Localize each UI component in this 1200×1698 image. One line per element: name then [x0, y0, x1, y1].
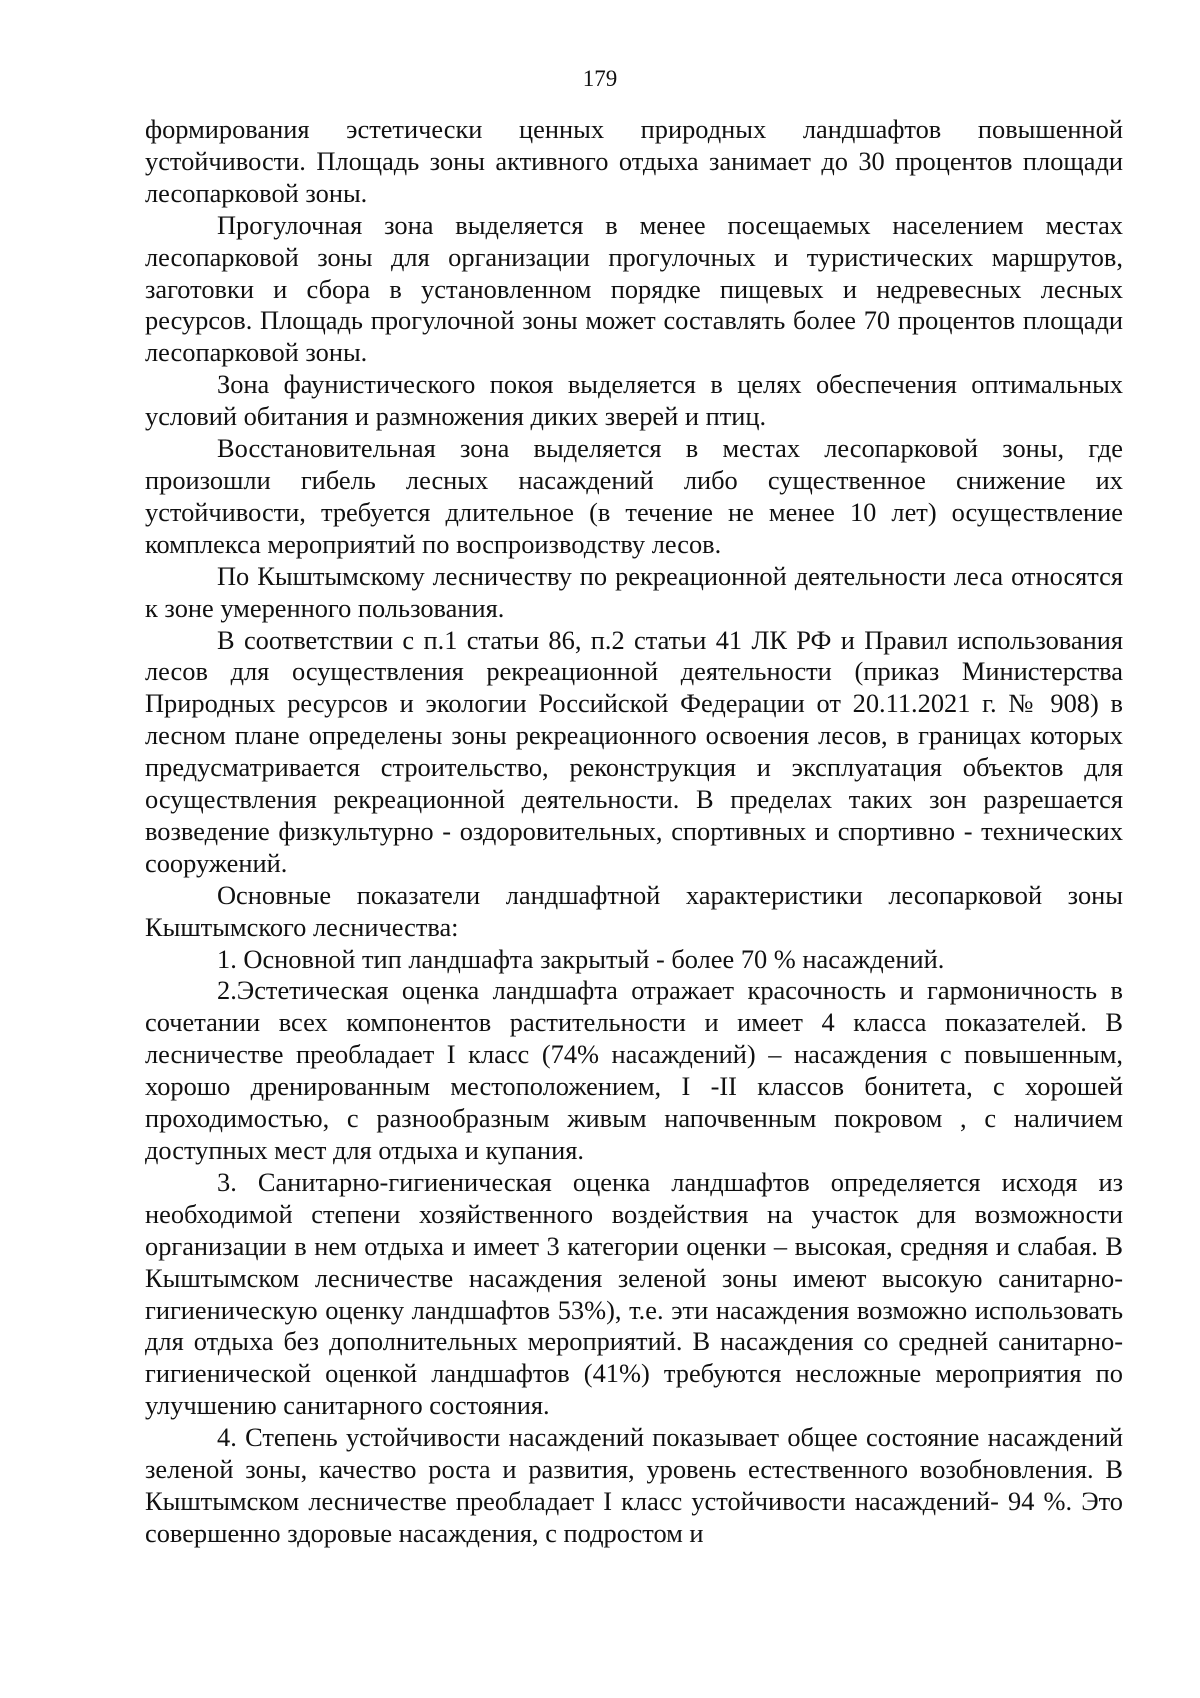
page-number: 179 [582, 66, 618, 91]
paragraph-legal-basis: В соответствии с п.1 статьи 86, п.2 статьи 41 ЛК РФ и Правил использования лесов для осуществления рекреационной деятельности (приказ Министерства Природных ресурсов и экологии Российской Федерации от 20.11.2021 г. № 908) в лесном плане определены зоны рекреационного освоения лесов, в границах которых предусматривается строительство, реконструкция и эксплуатация объектов для осуществления рекреационной деятельности. В пределах таких зон разрешается возведение физкультурно - оздоровительных, спортивных и спортивно - технических сооружений. [145, 624, 1123, 878]
paragraph-indicators-intro: Основные показатели ландшафтной характеристики лесопарковой зоны Кыштымского лесничества: [145, 879, 1123, 942]
list-item-aesthetic-assessment: 2.Эстетическая оценка ландшафта отражает красочность и гармоничность в сочетании всех компонентов растительности и имеет 4 класса показателей. В лесничестве преобладает I класс (74% насаждений) – насаждения с повышенным, хорошо дренированным местоположением, I -II классов бонитета, с хорошей проходимостью, с разнообразным живым напочвенным покровом , с наличием доступных мест для отдыха и купания. [145, 975, 1123, 1165]
paragraph-kyshtym-usage: По Кыштымскому лесничеству по рекреационной деятельности леса относятся к зоне умеренного пользования. [145, 560, 1123, 623]
list-item-sanitary-assessment: 3. Санитарно-гигиеническая оценка ландшафтов определяется исходя из необходимой степени хозяйственного воздействия на участок для возможности организации в нем отдыха и имеет 3 категории оценки – высокая, средняя и слабая. В Кыштымском лесничестве насаждения зеленой зоны имеют высокую санитарно-гигиеническую оценку ландшафтов 53%), т.е. эти насаждения возможно использовать для отдыха без дополнительных мероприятий. В насаждения со средней санитарно-гигиенической оценкой ландшафтов (41%) требуются несложные мероприятия по улучшению санитарного состояния. [145, 1166, 1123, 1421]
list-item-landscape-type: 1. Основной тип ландшафта закрытый - более 70 % насаждений. [217, 943, 945, 974]
paragraph-walking-zone: Прогулочная зона выделяется в менее посещаемых населением местах лесопарковой зоны для организации прогулочных и туристических маршрутов, заготовки и сбора в установленном порядке пищевых и недревесных лесных ресурсов. Площадь прогулочной зоны может составлять более 70 процентов площади лесопарковой зоны. [145, 209, 1123, 368]
paragraph-restoration-zone: Восстановительная зона выделяется в местах лесопарковой зоны, где произошли гибель лесных насаждений либо существенное снижение их устойчивости, требуется длительное (в течение не менее 10 лет) осуществление комплекса мероприятий по воспроизводству лесов. [145, 433, 1123, 559]
paragraph-fauna-zone: Зона фаунистического покоя выделяется в целях обеспечения оптимальных условий обитания и размножения диких зверей и птиц. [145, 369, 1123, 432]
paragraph-continuation: формирования эстетически ценных природных ландшафтов повышенной устойчивости. Площадь зоны активного отдыха занимает до 30 процентов площади лесопарковой зоны. [145, 114, 1123, 208]
list-item-stability-degree: 4. Степень устойчивости насаждений показывает общее состояние насаждений зеленой зоны, качество роста и развития, уровень естественного возобновления. В Кыштымском лесничестве преобладает I класс устойчивости насаждений- 94 %. Это совершенно здоровые насаждения, с подростом и [145, 1422, 1123, 1548]
document-body [145, 114, 1123, 1550]
